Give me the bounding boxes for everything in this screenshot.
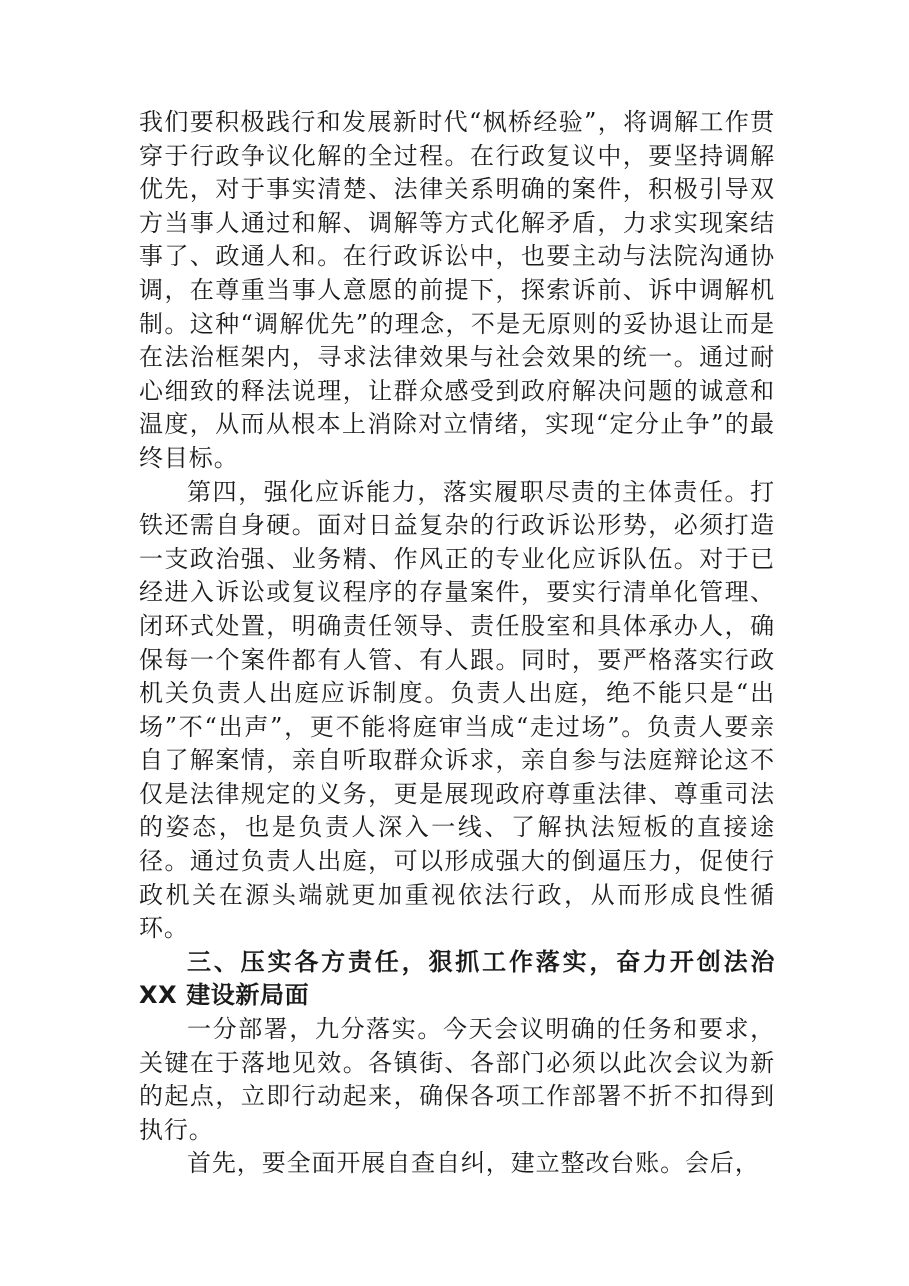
- body-paragraph-implementation: 一分部署，九分落实。今天会议明确的任务和要求，关键在于落地见效。各镇街、各部门必须以此次会议为新的起点，立即行动起来，确保各项工作部署不折不扣得到执行。: [139, 1015, 775, 1144]
- section-heading-three: 三、压实各方责任，狠抓工作落实，奋力开创法治 XX 建设新局面: [139, 947, 775, 1010]
- document-page: [139, 106, 775, 1181]
- body-paragraph-first-step: 首先，要全面开展自查自纠，建立整改台账。会后，: [187, 1149, 760, 1178]
- body-paragraph-mediation: 我们要积极践行和发展新时代“枫桥经验”，将调解工作贯穿于行政争议化解的全过程。在行政复议中，要坚持调解优先，对于事实清楚、法律关系明确的案件，积极引导双方当事人通过和解、调解等方式化解矛盾，力求实现案结事了、政通人和。在行政诉讼中，也要主动与法院沟通协调，在尊重当事人意愿的前提下，探索诉前、诉中调解机制。这种“调解优先”的理念，不是无原则的妥协退让而是在法治框架内，寻求法律效果与社会效果的统一。通过耐心细致的释法说理，让群众感受到政府解决问题的诚意和温度，从而从根本上消除对立情绪，实现“定分止争”的最终目标。: [139, 108, 775, 472]
- body-paragraph-fourth-point: 第四，强化应诉能力，落实履职尽责的主体责任。打铁还需自身硬。面对日益复杂的行政诉讼形势，必须打造一支政治强、业务精、作风正的专业化应诉队伍。对于已经进入诉讼或复议程序的存量案件，要实行清单化管理、闭环式处置，明确责任领导、责任股室和具体承办人，确保每一个案件都有人管、有人跟。同时，要严格落实行政机关负责人出庭应诉制度。负责人出庭，绝不能只是“出场”不“出声”，更不能将庭审当成“走过场”。负责人要亲自了解案情，亲自听取群众诉求，亲自参与法庭辩论这不仅是法律规定的义务，更是展现政府尊重法律、尊重司法的姿态，也是负责人深入一线、了解执法短板的直接途径。通过负责人出庭，可以形成强大的倒逼压力，促使行政机关在源头端就更加重视依法行政，从而形成良性循环。: [139, 477, 775, 943]
